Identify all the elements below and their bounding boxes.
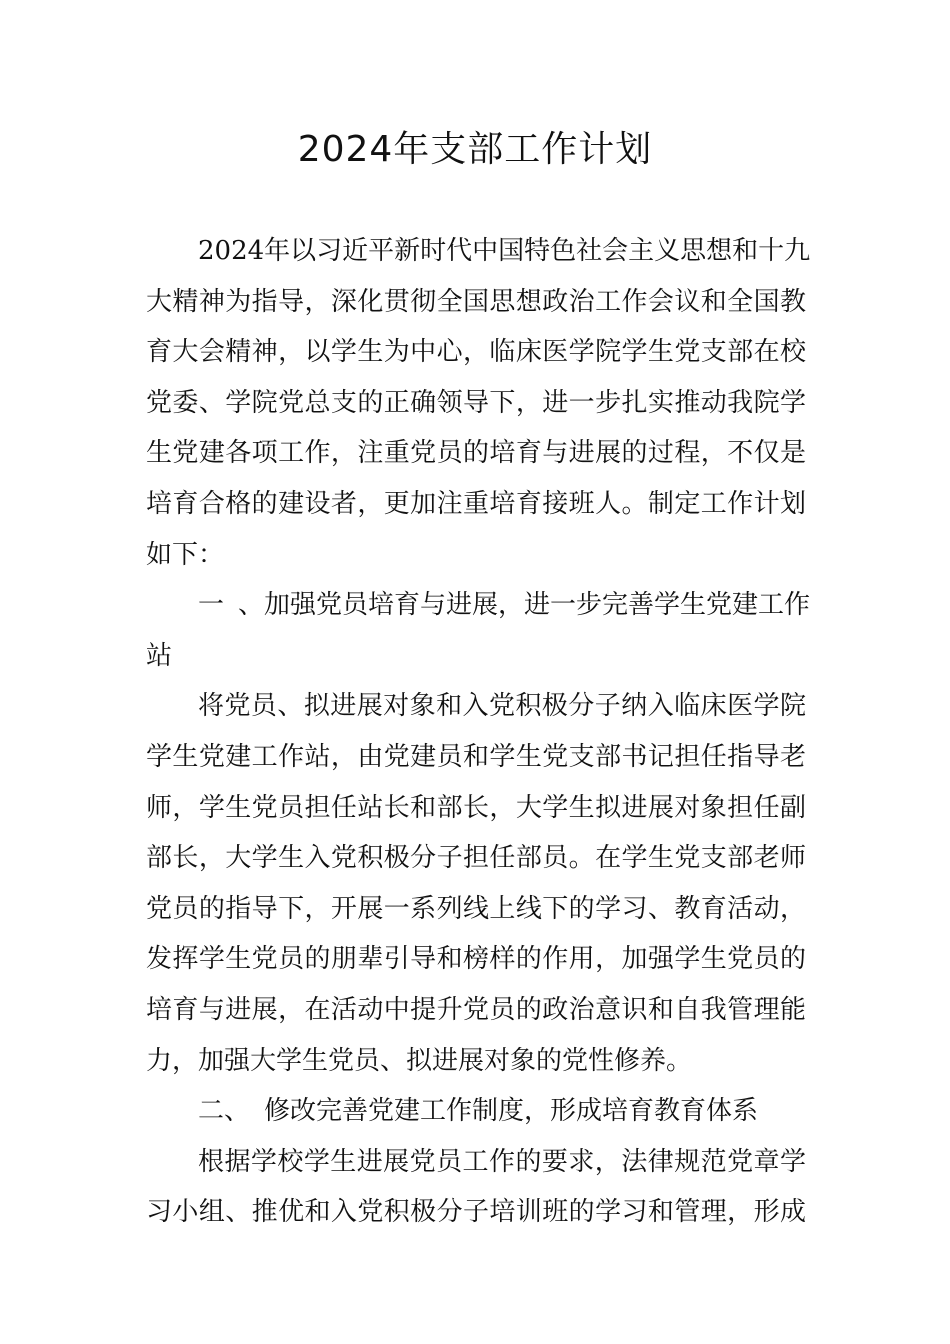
section-heading-1	[146, 580, 811, 681]
text-line: 发挥学生党员的朋辈引导和榜样的作用，加强学生党员的	[146, 944, 806, 975]
text-line: 2024年以习近平新时代中国特色社会主义思想和十九	[198, 236, 811, 266]
text-line: 育大会精神，以学生为中心，临床医学院学生党支部在校	[146, 337, 806, 368]
paragraph-section-1	[146, 681, 806, 1086]
document-title: 2024年支部工作计划	[297, 129, 653, 170]
paragraph-intro	[146, 226, 811, 580]
text-line: 部长，大学生入党积极分子担任部员。在学生党支部老师	[146, 843, 806, 874]
section-number: 一、	[198, 590, 264, 621]
text-line: 培育合格的建设者，更加注重培育接班人。制定工作计划	[146, 488, 806, 519]
heading-text: 修改完善党建工作制度，形成培育教育体系	[264, 1096, 759, 1127]
text-line: 习小组、推优和入党积极分子培训班的学习和管理，形成	[146, 1197, 806, 1228]
text-line: 生党建各项工作，注重党员的培育与进展的过程，不仅是	[146, 438, 806, 469]
document-body	[146, 226, 811, 1238]
text-line: 学生党建工作站，由党建员和学生党支部书记担任指导老	[146, 741, 806, 772]
section-number: 二、	[198, 1096, 251, 1127]
text-line: 师，学生党员担任站长和部长，大学生拟进展对象担任副	[146, 792, 806, 823]
section-heading-2	[146, 1086, 806, 1137]
text-line: 培育与进展，在活动中提升党员的政治意识和自我管理能	[146, 994, 806, 1025]
text-line: 党员的指导下，开展一系列线上线下的学习、教育活动，	[146, 893, 806, 924]
heading-line	[146, 1086, 806, 1137]
text-line: 根据学校学生进展党员工作的要求，法律规范党章学	[198, 1146, 806, 1177]
heading-text: 加强党员培育与进展，进一步完善学生党建工作	[264, 590, 811, 621]
text-line: 党委、学院党总支的正确领导下，进一步扎实推动我院学	[146, 387, 806, 418]
text-line: 如下：	[146, 539, 225, 570]
text-line: 力，加强大学生党员、拟进展对象的党性修养。	[146, 1045, 693, 1076]
heading-line: 站	[146, 640, 173, 671]
paragraph-section-2	[146, 1137, 806, 1238]
text-line: 大精神为指导，深化贯彻全国思想政治工作会议和全国教	[146, 286, 806, 317]
text-line: 将党员、拟进展对象和入党积极分子纳入临床医学院	[198, 691, 806, 722]
heading-line	[146, 580, 811, 631]
